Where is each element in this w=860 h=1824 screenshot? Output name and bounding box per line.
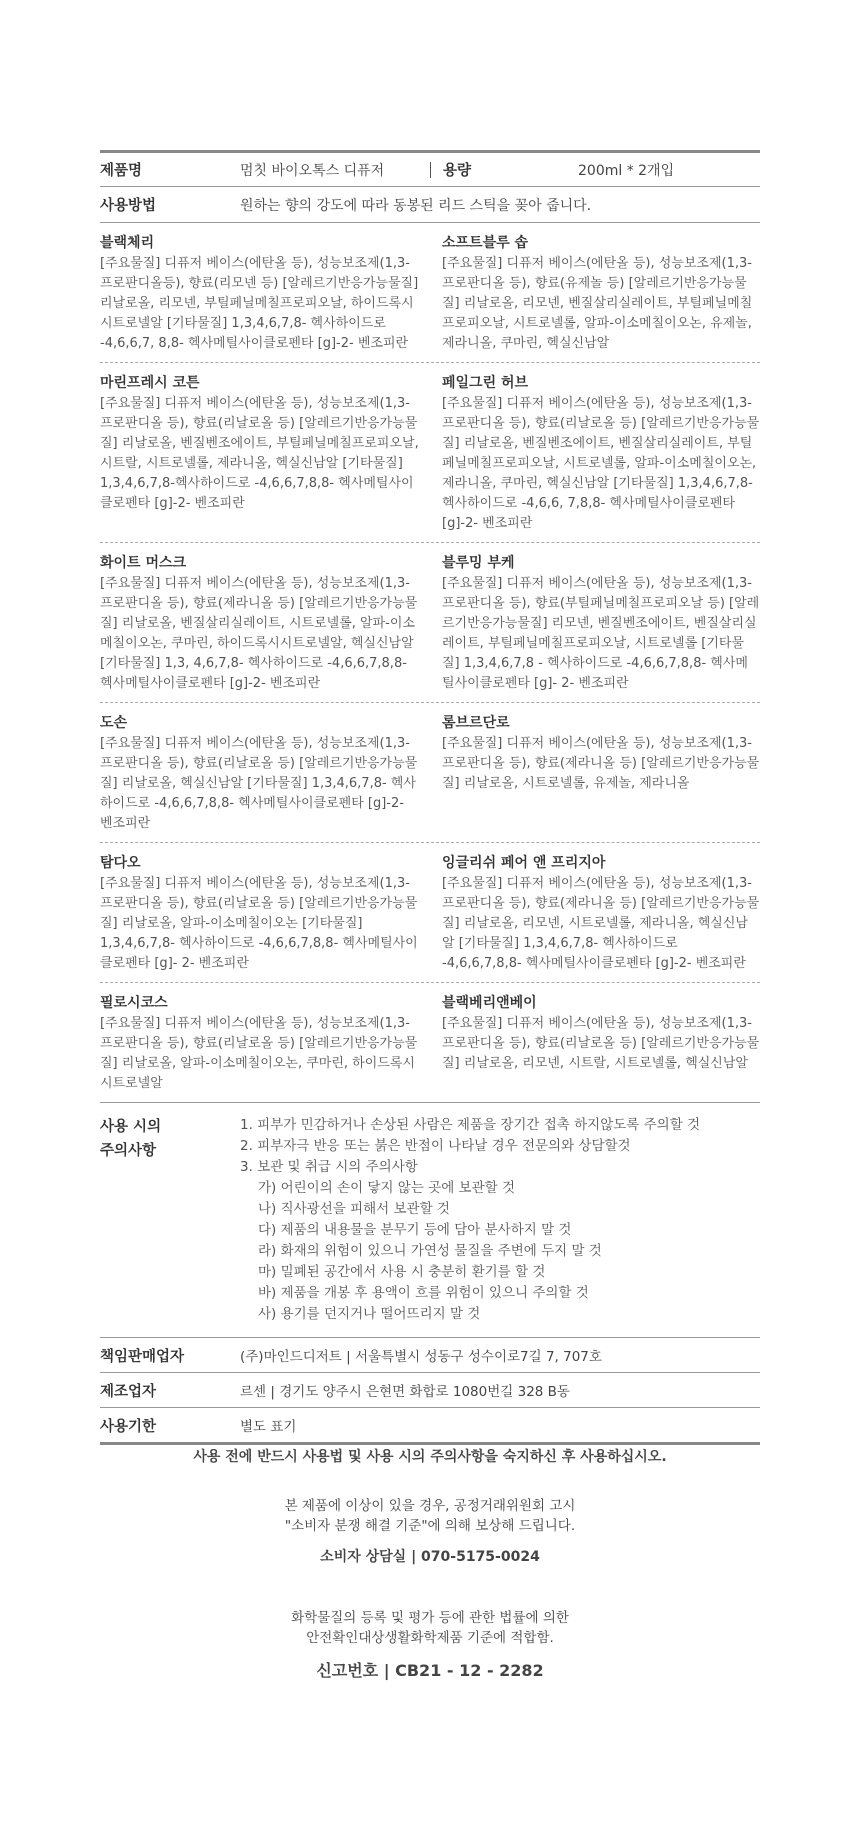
product-name-row <box>100 153 760 187</box>
caution-label <box>100 1115 240 1325</box>
scent-item <box>100 553 430 694</box>
expiry-value: 별도 표기 <box>240 1419 297 1435</box>
volume-value: 200ml * 2개입 <box>578 162 675 179</box>
scent-ingredients: [주요물질] 디퓨저 베이스(에탄올 등), 성능보조제(1,3-프로판디올등), 향료(리모넨 등) [알레르기반응가능물질] 리날로올, 리모넨, 부틸페닐메칠프로피오날, 하이드록시시트로넬알 [기타물질] 1,3,4,6,7,8- 헥사하이드로 -4,6,6,7, 8,8- 헥사메틸사이클로펜타 [g]-2- 벤조피란 <box>100 256 419 351</box>
scent-grid <box>100 223 760 1102</box>
scent-name: 소프트블루 솝 <box>442 235 529 251</box>
scent-row <box>100 703 760 843</box>
scent-name: 롬브르단로 <box>442 715 510 731</box>
scent-ingredients: [주요물질] 디퓨저 베이스(에탄올 등), 성능보조제(1,3-프로판디올 등), 향료(리날로올 등) [알레르기반응가능물질] 리날로올, 헥실신남알 [기타물질] 1,3,4,6,7,8- 헥사하이드로 -4,6,6,7,8,8- 헥사메틸사이클로펜타 [g]-2- 벤조피란 <box>100 736 418 831</box>
caution-list <box>240 1115 700 1325</box>
usage-value: 원하는 향의 강도에 따라 동봉된 리드 스틱을 꽂아 줍니다. <box>240 197 592 214</box>
scent-name: 잉글리쉬 페어 앤 프리지아 <box>442 855 606 871</box>
scent-name: 필로시코스 <box>100 995 168 1011</box>
scent-row <box>100 363 760 543</box>
consumer-contact: 소비자 상담실 | 070-5175-0024 <box>320 1549 540 1565</box>
scent-ingredients: [주요물질] 디퓨저 베이스(에탄올 등), 성능보조제(1,3-프로판디올 등), 향료(리날로올 등) [알레르기반응가능물질] 리날로올, 벤질벤조에이트, 부틸페닐메칠프로피오날, 시트랄, 시트로넬롤, 제라니올, 헥실신남알 [기타물질] 1,3,4,6,7,8-헥사하이드로 -4,6,6,7,8,8- 헥사메틸사이클로펜타 [g]-2- 벤조피란 <box>100 396 419 511</box>
scent-name: 마린프레시 코튼 <box>100 375 200 391</box>
seller-value: (주)마인드디저트 | 서울특별시 성동구 성수이로7길 7, 707호 <box>240 1349 602 1365</box>
caution-subitem: 마) 밀폐된 공간에서 사용 시 충분히 환기를 할 것 <box>258 1264 546 1280</box>
caution-subitem: 바) 제품을 개봉 후 용액이 흐를 위험이 있으니 주의할 것 <box>258 1285 589 1301</box>
law-notice <box>0 1608 860 1648</box>
scent-row <box>100 983 760 1102</box>
maker-label: 제조업자 <box>100 1383 157 1400</box>
law-line: 화학물질의 등록 및 평가 등에 관한 법률에 의한 <box>291 1610 569 1626</box>
caution-subitem: 라) 화재의 위험이 있으니 가연성 물질을 주변에 두지 말 것 <box>258 1243 602 1259</box>
caution-label-line: 주의사항 <box>100 1143 157 1159</box>
scent-ingredients: [주요물질] 디퓨저 베이스(에탄올 등), 성능보조제(1,3-프로판디올 등), 향료(제라니올 등) [알레르기반응가능물질] 리날로올, 리모넨, 시트로넬롤, 제라니올, 헥실신남알 [기타물질] 1,3,4,6,7,8- 헥사하이드로 -4,6,6,7,8,8- 헥사메틸사이클로펜타 [g]-2- 벤조피란 <box>442 876 760 971</box>
product-name-value: 멈칫 바이오톡스 디퓨저 <box>240 162 385 179</box>
scent-name: 도손 <box>100 715 128 731</box>
scent-row <box>100 223 760 363</box>
scent-item <box>430 553 760 694</box>
scent-item <box>430 713 760 834</box>
caution-item: 1. 피부가 민감하거나 손상된 사람은 제품을 장기간 접촉 하지않도록 주의할 것 <box>240 1117 701 1133</box>
compensation-line: "소비자 분쟁 해결 기준"에 의해 보상해 드립니다. <box>284 1518 576 1534</box>
caution-subitem: 다) 제품의 내용물을 분무기 등에 담아 분사하지 말 것 <box>258 1222 572 1238</box>
product-name-label: 제품명 <box>100 163 143 179</box>
scent-row <box>100 543 760 703</box>
scent-ingredients: [주요물질] 디퓨저 베이스(에탄올 등), 성능보조제(1,3-프로판디올 등), 향료(리날로올 등) [알레르기반응가능물질] 리날로올, 리모넨, 시트랄, 시트로넬롤, 헥실신남알 <box>442 1016 760 1071</box>
scent-item <box>430 373 760 534</box>
caution-item: 2. 피부자극 반응 또는 붉은 반점이 나타날 경우 전문의와 상담할것 <box>240 1138 631 1154</box>
scent-ingredients: [주요물질] 디퓨저 베이스(에탄올 등), 성능보조제(1,3-프로판디올 등), 향료(리날로올 등) [알레르기반응가능물질] 리날로올, 벤질벤조에이트, 벤질살리실레이트, 부틸페닐메칠프로피오날, 시트로넬롤, 알파-이소메칠이오논, 제라니올, 쿠마린, 헥실신남알 [기타물질] 1,3,4,6,7,8- 헥사하이드로 -4,6,6, 7,8,8- 헥사메틸사이클로펜타 [g]-2- 벤조피란 <box>442 396 760 531</box>
scent-name: 블루밍 부케 <box>442 555 515 571</box>
scent-item <box>100 853 430 974</box>
scent-item <box>430 233 760 354</box>
product-info-table <box>100 150 760 1445</box>
usage-row <box>100 187 760 223</box>
scent-row <box>100 843 760 983</box>
scent-item <box>100 233 430 354</box>
scent-name: 탐다오 <box>100 855 141 871</box>
scent-ingredients: [주요물질] 디퓨저 베이스(에탄올 등), 성능보조제(1,3-프로판디올 등), 향료(제라니올 등) [알레르기반응가능물질] 리날로올, 시트로넬롤, 유제놀, 제라니올 <box>442 736 760 791</box>
scent-ingredients: [주요물질] 디퓨저 베이스(에탄올 등), 성능보조제(1,3-프로판디올 등), 향료(리날로올 등) [알레르기반응가능물질] 리날로올, 알파-이소메칠이오논, 쿠마린, 하이드록시시트로넬알 <box>100 1016 418 1091</box>
expiry-label: 사용기한 <box>100 1418 157 1435</box>
scent-item <box>100 373 430 534</box>
scent-ingredients: [주요물질] 디퓨저 베이스(에탄올 등), 성능보조제(1,3-프로판디올 등), 향료(리날로올 등) [알레르기반응가능물질] 리날로올, 알파-이소메칠이오논 [기타물질] 1,3,4,6,7,8- 헥사하이드로 -4,6,6,7,8,8- 헥사메틸사이클로펜타 [g]- 2- 벤조피란 <box>100 876 418 971</box>
volume-label: 용량 <box>443 163 472 179</box>
scent-item <box>100 713 430 834</box>
usage-label: 사용방법 <box>100 198 157 214</box>
usage-warning: 사용 전에 반드시 사용법 및 사용 시의 주의사항을 숙지하신 후 사용하십시오. <box>193 1449 667 1465</box>
caution-subitem: 나) 직사광선을 피해서 보관할 것 <box>258 1201 450 1217</box>
caution-subitem: 사) 용기를 던지거나 떨어뜨리지 말 것 <box>258 1306 481 1322</box>
seller-label: 책임판매업자 <box>100 1348 185 1365</box>
notice-section <box>0 1446 860 1681</box>
caution-section <box>100 1102 760 1338</box>
scent-name: 블랙베리앤베이 <box>442 995 537 1011</box>
scent-name: 화이트 머스크 <box>100 555 187 571</box>
law-line: 안전확인대상생활화학제품 기준에 적합함. <box>306 1630 554 1646</box>
caution-subitem: 가) 어린이의 손이 닿지 않는 곳에 보관할 것 <box>258 1180 516 1196</box>
seller-row <box>100 1338 760 1373</box>
maker-value: 르센 | 경기도 양주시 은현면 화합로 1080번길 328 B동 <box>240 1384 570 1400</box>
scent-item <box>100 993 430 1094</box>
scent-ingredients: [주요물질] 디퓨저 베이스(에탄올 등), 성능보조제(1,3-프로판디올 등), 향료(유제놀 등) [알레르기반응가능물질] 리날로올, 리모넨, 벤질살리실레이트, 부틸페닐메칠프로피오날, 시트로넬롤, 알파-이소메칠이오논, 유제놀, 제라니올, 쿠마린, 헥실신남알 <box>442 256 753 351</box>
maker-row <box>100 1373 760 1408</box>
scent-item <box>430 853 760 974</box>
report-number: 신고번호 | CB21 - 12 - 2282 <box>316 1661 544 1680</box>
compensation-notice <box>0 1496 860 1536</box>
scent-name: 페일그린 허브 <box>442 375 529 391</box>
scent-name: 블랙체리 <box>100 235 155 251</box>
scent-ingredients: [주요물질] 디퓨저 베이스(에탄올 등), 성능보조제(1,3-프로판디올 등), 향료(부틸페닐메칠프로피오날 등) [알레르기반응가능물질] 리모넨, 벤질벤조에이트, 벤질살리실레이트, 부틸페닐메칠프로피오날, 시트로넬롤 [기타물질] 1,3,4,6,7,8 - 헥사하이드로 -4,6,6,7,8,8- 헥사메틸사이클로펜타 [g]- 2- 벤조피란 <box>442 576 760 691</box>
divider <box>430 162 431 178</box>
expiry-row <box>100 1408 760 1445</box>
scent-ingredients: [주요물질] 디퓨저 베이스(에탄올 등), 성능보조제(1,3-프로판디올 등), 향료(제라니올 등) [알레르기반응가능물질] 리날로올, 벤질살리실레이트, 시트로넬롤, 알파-이소메칠이오논, 쿠마린, 하이드록시시트로넬알, 헥실신남알 [기타물질] 1,3, 4,6,7,8- 헥사하이드로 -4,6,6,7,8,8- 헥사메틸사이클로펜타 [g]-2- 벤조피란 <box>100 576 418 691</box>
scent-item <box>430 993 760 1094</box>
caution-label-line: 사용 시의 <box>100 1119 162 1135</box>
compensation-line: 본 제품에 이상이 있을 경우, 공정거래위원회 고시 <box>284 1498 576 1514</box>
caution-item: 3. 보관 및 취급 시의 주의사항 <box>240 1159 418 1175</box>
